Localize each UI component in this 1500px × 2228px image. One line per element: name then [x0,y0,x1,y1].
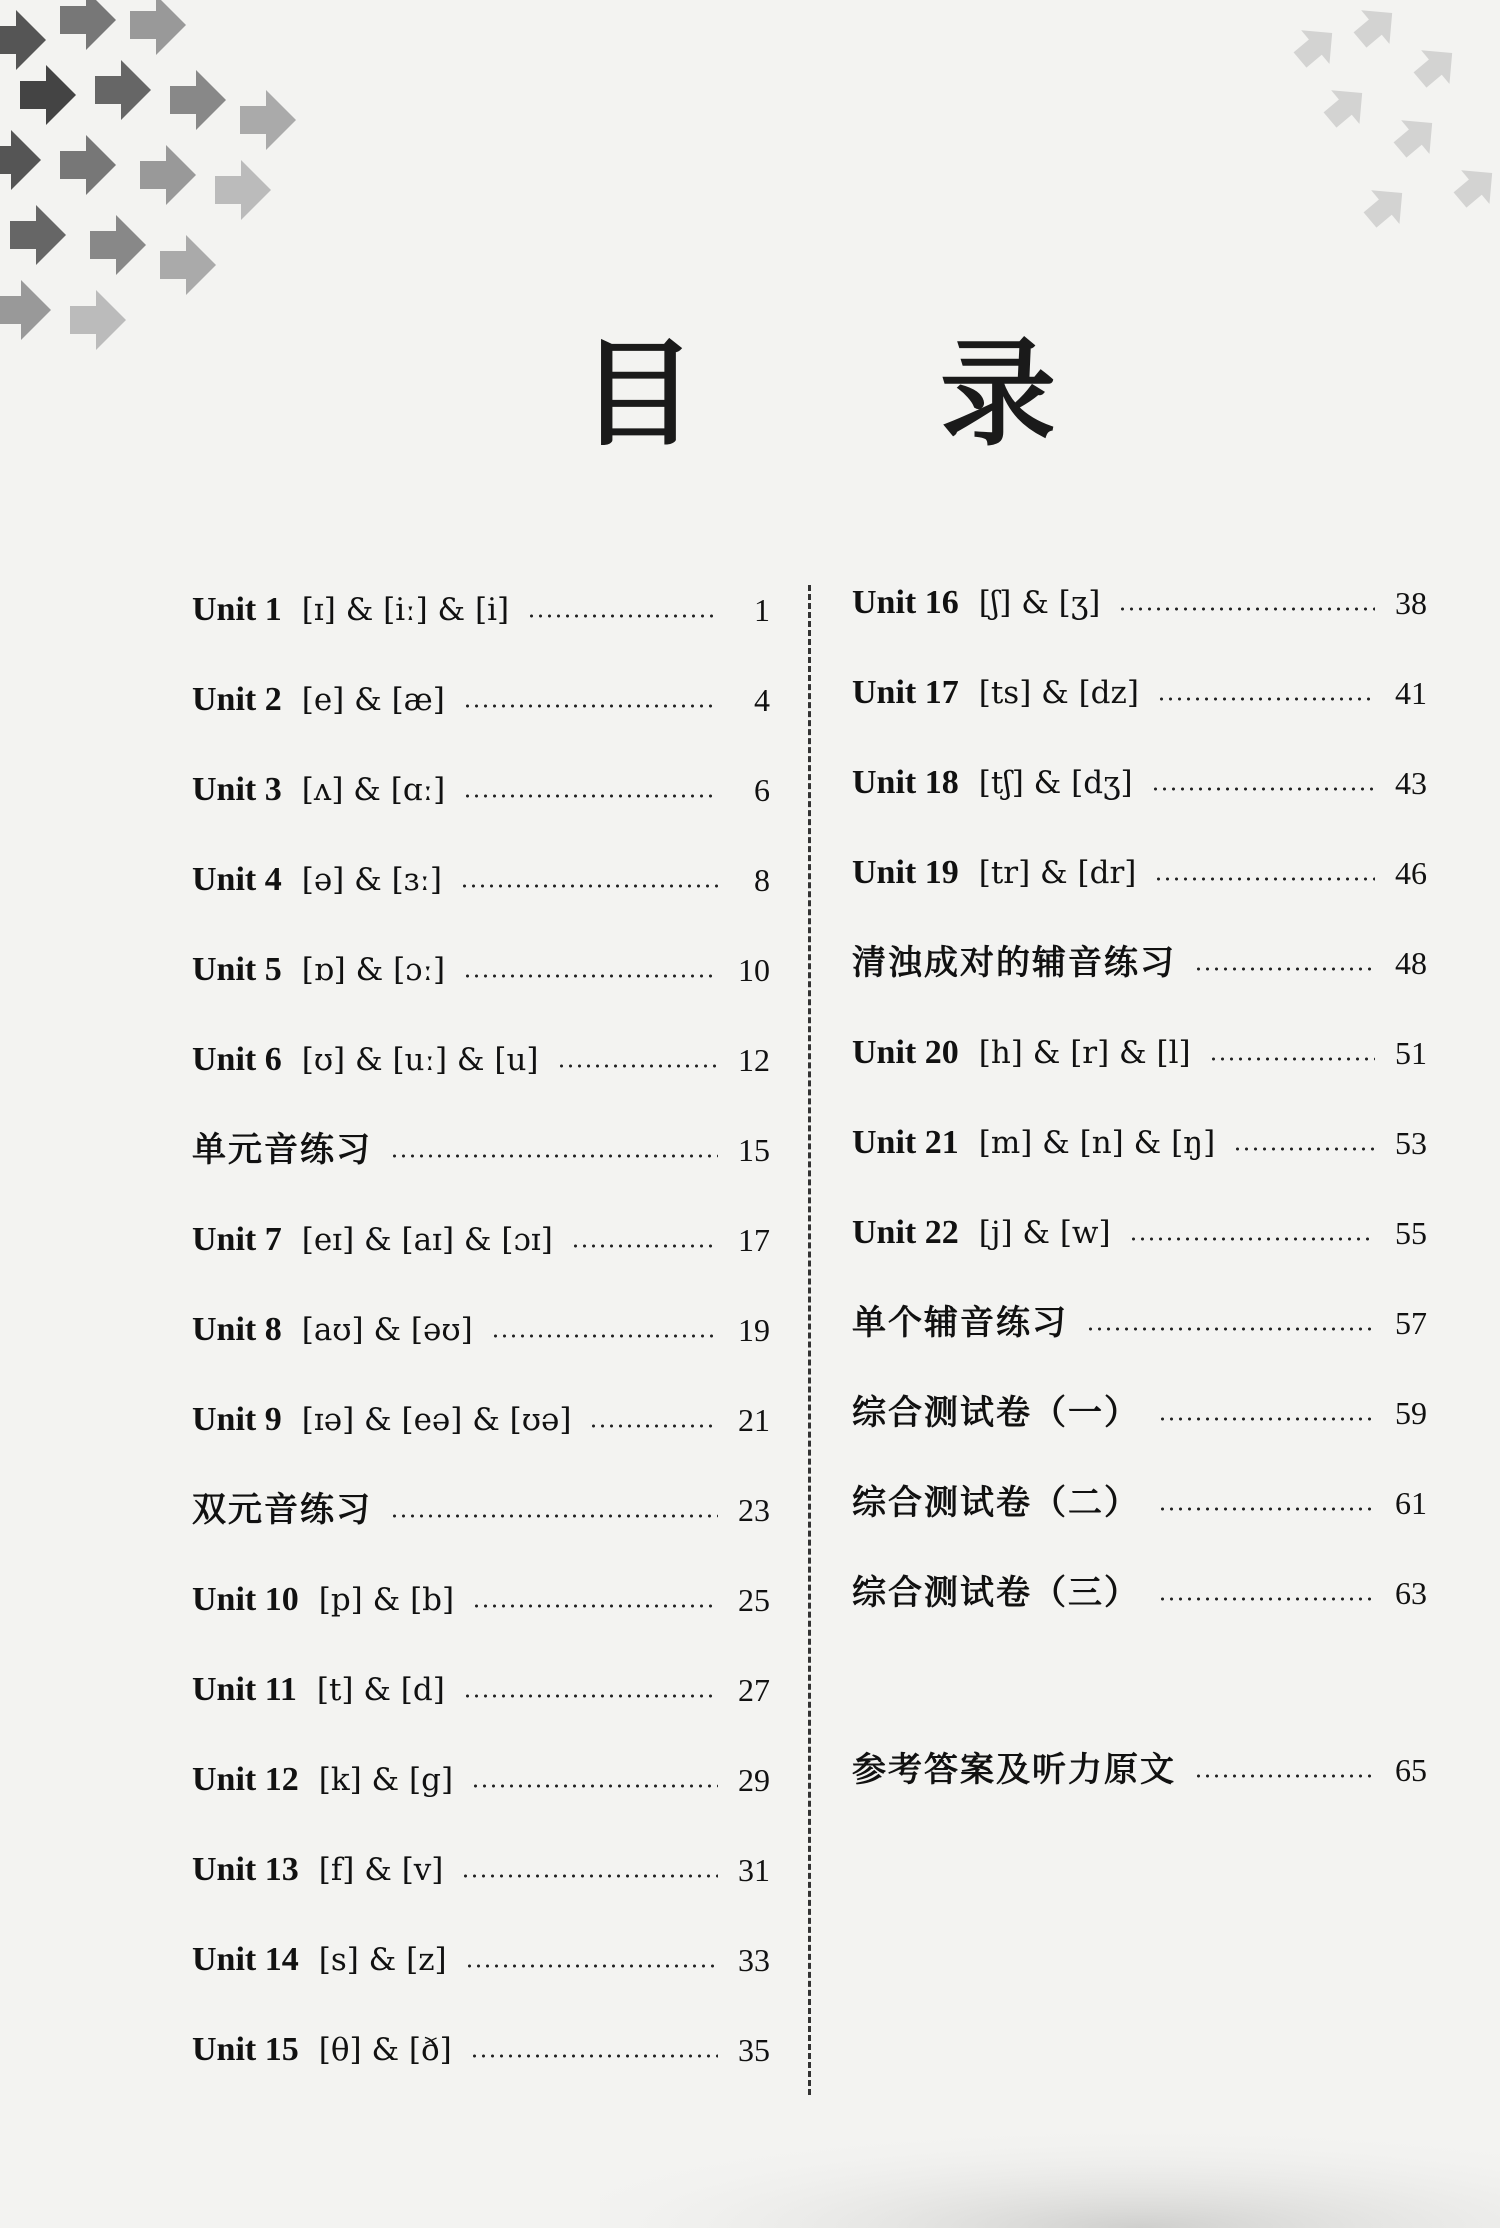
entry-ipa: [ʊ] & [uː] & [u] [301,1042,539,1078]
toc-entry[interactable] [192,1935,770,1985]
toc-entry[interactable] [852,1568,1427,1618]
dot-leader [470,2054,718,2058]
dot-leader [1194,1774,1375,1778]
dot-leader [1209,1057,1375,1061]
entry-label: Unit 22 [852,1214,959,1251]
entry-ipa: [h] & [r] & [l] [978,1035,1191,1071]
dot-leader [472,1604,718,1608]
entry-page: 31 [738,1852,770,1888]
title-char-2: 录 [940,327,1056,462]
entry-page: 29 [738,1762,770,1798]
dot-leader [463,704,718,708]
entry-page: 35 [738,2032,770,2068]
entry-label: Unit 4 [192,861,282,898]
entry-ipa: [j] & [w] [978,1215,1111,1251]
entry-page: 8 [754,862,770,898]
entry-label: 综合测试卷（三） [852,1573,1140,1613]
toc-entry[interactable] [192,585,770,635]
toc-entry[interactable] [192,2025,770,2075]
entry-label: Unit 10 [192,1581,299,1618]
toc-entry[interactable] [192,855,770,905]
entry-page: 1 [754,592,770,628]
toc-entry[interactable] [852,1208,1427,1258]
page-shadow [600,2080,1500,2228]
entry-page: 51 [1395,1035,1427,1071]
dot-leader [557,1064,718,1068]
entry-label: 清浊成对的辅音练习 [852,943,1176,983]
toc-entry[interactable] [192,675,770,725]
entry-label: Unit 21 [852,1124,959,1161]
dot-leader [461,1874,718,1878]
dot-leader [589,1424,718,1428]
entry-ipa: [k] & [g] [318,1762,454,1798]
toc-entry[interactable] [192,1215,770,1265]
toc-entry[interactable] [192,1305,770,1355]
entry-ipa: [t] & [d] [316,1672,445,1708]
dot-leader [571,1244,718,1248]
dot-leader [460,884,718,888]
dot-leader [1233,1147,1375,1151]
dot-leader [463,794,718,798]
entry-label: Unit 9 [192,1401,282,1438]
entry-ipa: [ʌ] & [ɑː] [301,772,446,808]
entry-label: Unit 12 [192,1761,299,1798]
entry-ipa: [aʊ] & [əʊ] [301,1312,473,1348]
toc-entry[interactable] [852,578,1427,628]
entry-page: 46 [1395,855,1427,891]
entry-page: 63 [1395,1575,1427,1611]
entry-page: 55 [1395,1215,1427,1251]
toc-entry[interactable] [192,1395,770,1445]
toc-entry[interactable] [852,1118,1427,1168]
dot-leader [1158,1597,1375,1601]
dot-leader [1157,697,1375,701]
toc-entry[interactable] [192,1125,770,1175]
dot-leader [1194,967,1375,971]
entry-ipa: [tʃ] & [dʒ] [978,765,1133,801]
dot-leader [1151,787,1375,791]
arrow-pattern-icon [0,0,340,370]
dot-leader [471,1784,718,1788]
entry-label: 综合测试卷（一） [852,1393,1140,1433]
entry-label: Unit 19 [852,854,959,891]
entry-page: 27 [738,1672,770,1708]
entry-page: 19 [738,1312,770,1348]
entry-page: 15 [738,1132,770,1168]
entry-ipa: [ts] & [dz] [978,675,1139,711]
toc-entry[interactable] [852,1388,1427,1438]
entry-label: Unit 6 [192,1041,282,1078]
entry-page: 21 [738,1402,770,1438]
dot-leader [491,1334,718,1338]
dot-leader [1086,1327,1375,1331]
entry-page: 33 [738,1942,770,1978]
entry-ipa: [tr] & [dr] [978,855,1137,891]
entry-label: Unit 5 [192,951,282,988]
dot-leader [465,1964,718,1968]
dot-leader [390,1154,718,1158]
entry-page: 57 [1395,1305,1427,1341]
dot-leader [1158,1507,1375,1511]
entry-ipa: [s] & [z] [318,1942,447,1978]
toc-entry[interactable] [192,765,770,815]
entry-page: 4 [754,682,770,718]
entry-label: 单元音练习 [192,1130,372,1170]
dot-leader [390,1514,718,1518]
entry-label: Unit 14 [192,1941,299,1978]
entry-ipa: [ʃ] & [ʒ] [978,585,1101,621]
entry-ipa: [e] & [æ] [301,682,445,718]
toc-entry[interactable] [852,1028,1427,1078]
toc-entry[interactable] [192,1485,770,1535]
entry-label: Unit 7 [192,1221,282,1258]
entry-page: 43 [1395,765,1427,801]
dot-leader [527,614,718,618]
entry-ipa: [eɪ] & [aɪ] & [ɔɪ] [301,1222,553,1258]
toc-entry[interactable] [192,945,770,995]
toc-entry[interactable] [852,668,1427,718]
entry-page: 25 [738,1582,770,1618]
entry-ipa: [ɒ] & [ɔː] [301,952,446,988]
dot-leader [463,1694,718,1698]
entry-label: Unit 17 [852,674,959,711]
entry-label: Unit 20 [852,1034,959,1071]
entry-ipa: [p] & [b] [318,1582,455,1618]
entry-page: 59 [1395,1395,1427,1431]
toc-entry[interactable] [192,1755,770,1805]
toc-entry[interactable] [192,1575,770,1625]
entry-label: Unit 18 [852,764,959,801]
dot-leader [1118,607,1375,611]
entry-page: 48 [1395,945,1427,981]
entry-ipa: [f] & [v] [318,1852,444,1888]
toc-entry[interactable] [852,1298,1427,1348]
entry-label: Unit 15 [192,2031,299,2068]
arrow-pattern-faint-icon [1260,0,1500,300]
dot-leader [463,974,718,978]
toc-entry[interactable] [192,1035,770,1085]
entry-label: 双元音练习 [192,1490,372,1530]
entry-label: Unit 8 [192,1311,282,1348]
entry-ipa: [m] & [n] & [ŋ] [978,1125,1216,1161]
entry-label: 综合测试卷（二） [852,1483,1140,1523]
column-divider [808,585,811,2095]
entry-ipa: [ɪ] & [iː] & [i] [301,592,510,628]
entry-page: 10 [738,952,770,988]
title-char-1: 目 [580,327,696,462]
entry-page: 65 [1395,1752,1427,1788]
entry-page: 38 [1395,585,1427,621]
toc-entry[interactable] [852,1745,1427,1795]
dot-leader [1129,1237,1375,1241]
entry-label: Unit 11 [192,1671,297,1708]
entry-label: 参考答案及听力原文 [852,1750,1176,1790]
entry-page: 53 [1395,1125,1427,1161]
entry-page: 41 [1395,675,1427,711]
toc-entry[interactable] [192,1665,770,1715]
entry-label: Unit 16 [852,584,959,621]
entry-label: Unit 13 [192,1851,299,1888]
entry-page: 23 [738,1492,770,1528]
entry-ipa: [θ] & [ð] [318,2032,452,2068]
page-title [0,327,1500,462]
entry-page: 6 [754,772,770,808]
entry-ipa: [ɪə] & [eə] & [ʊə] [301,1402,572,1438]
toc-entry[interactable] [852,1478,1427,1528]
dot-leader [1158,1417,1375,1421]
toc-entry[interactable] [852,938,1427,988]
entry-label: Unit 3 [192,771,282,808]
dot-leader [1154,877,1375,881]
toc-entry[interactable] [852,848,1427,898]
entry-page: 17 [738,1222,770,1258]
entry-ipa: [ə] & [ɜː] [301,862,442,898]
entry-page: 61 [1395,1485,1427,1521]
entry-label: Unit 2 [192,681,282,718]
toc-entry[interactable] [852,758,1427,808]
entry-label: 单个辅音练习 [852,1303,1068,1343]
toc-entry[interactable] [192,1845,770,1895]
entry-label: Unit 1 [192,591,282,628]
entry-page: 12 [738,1042,770,1078]
